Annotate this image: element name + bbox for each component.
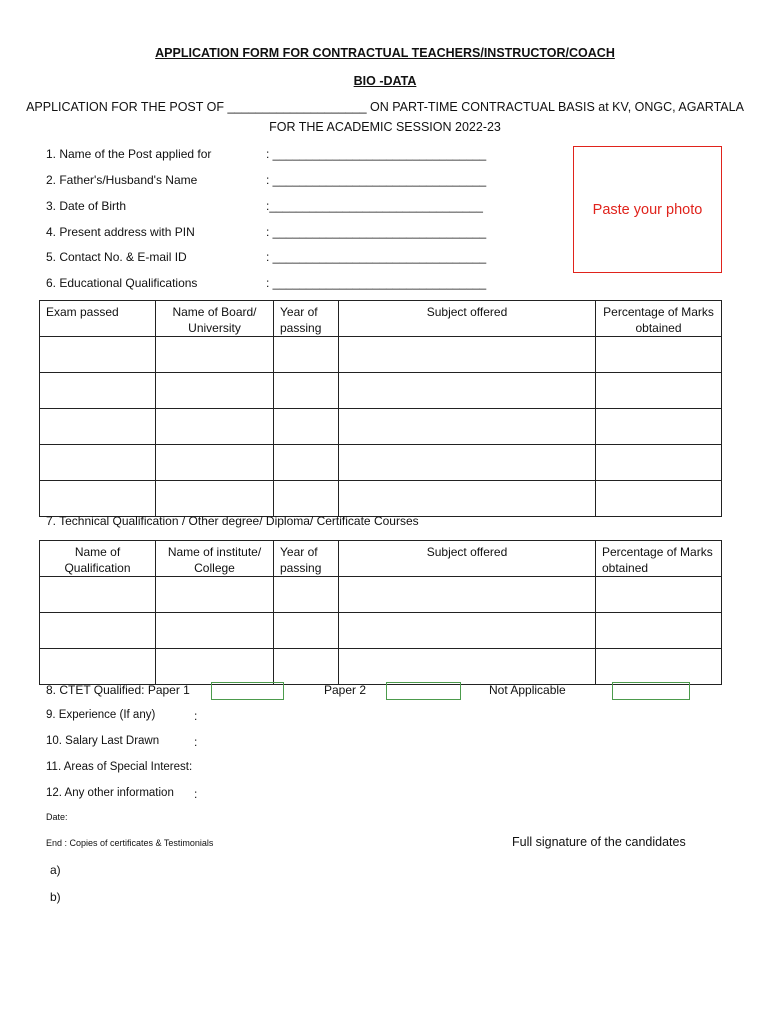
field-address-value[interactable]: : ________________________________ <box>266 225 487 239</box>
enclosure-item-a: a) <box>50 863 61 877</box>
header-year: Year of passing <box>274 301 339 337</box>
ctet-paper2-label: Paper 2 <box>324 683 367 697</box>
header-board: Name of Board/ University <box>156 301 274 337</box>
other-info-colon: : <box>194 787 198 801</box>
header-percentage: Percentage of Marks obtained <box>596 301 722 337</box>
technical-table <box>39 540 722 685</box>
post-line: APPLICATION FOR THE POST OF ____________________ ON PART-TIME CONTRACTUAL BASIS at KV, ONGC, AGARTALA <box>26 100 744 114</box>
experience-label: 9. Experience (If any) <box>46 709 156 721</box>
field-father-label: 2. Father's/Husband's Name <box>46 173 198 187</box>
table-row[interactable] <box>40 481 722 517</box>
field-education-label: 6. Educational Qualifications <box>46 276 198 290</box>
header-percentage: Percentage of Marks obtained <box>596 541 722 577</box>
field-post-value[interactable]: : ________________________________ <box>266 147 487 161</box>
education-table <box>39 300 722 517</box>
salary-label: 10. Salary Last Drawn <box>46 735 160 747</box>
header-qualification: Name of Qualification <box>40 541 156 577</box>
table-row[interactable] <box>40 409 722 445</box>
table-header-row <box>40 301 722 337</box>
table-row[interactable] <box>40 445 722 481</box>
ctet-label: 8. CTET Qualified: Paper 1 <box>46 683 190 697</box>
signature-label: Full signature of the candidates <box>512 835 686 849</box>
enclosure-item-b: b) <box>50 890 61 904</box>
ctet-na-box[interactable] <box>612 682 690 700</box>
table-row[interactable] <box>40 373 722 409</box>
header-exam-passed: Exam passed <box>40 301 156 337</box>
form-title: APPLICATION FORM FOR CONTRACTUAL TEACHERS/INSTRUCTOR/COACH <box>155 46 615 60</box>
table-header-row <box>40 541 722 577</box>
header-subject: Subject offered <box>339 541 596 577</box>
ctet-na-label: Not Applicable <box>489 683 566 697</box>
photo-box[interactable] <box>573 146 722 273</box>
field-dob-label: 3. Date of Birth <box>46 199 127 213</box>
field-contact-label: 5. Contact No. & E-mail ID <box>46 250 187 264</box>
header-year: Year of passing <box>274 541 339 577</box>
header-subject: Subject offered <box>339 301 596 337</box>
salary-colon: : <box>194 735 198 749</box>
form-subtitle: BIO -DATA <box>353 74 417 88</box>
ctet-paper2-box[interactable] <box>386 682 461 700</box>
table-row[interactable] <box>40 337 722 373</box>
date-label: Date: <box>46 812 68 822</box>
field-post-label: 1. Name of the Post applied for <box>46 147 212 161</box>
tech-heading: 7. Technical Qualification / Other degree/ Diploma/ Certificate Courses <box>46 514 419 528</box>
field-address-label: 4. Present address with PIN <box>46 225 195 239</box>
session-line: FOR THE ACADEMIC SESSION 2022-23 <box>269 120 501 134</box>
enclosure-label: End : Copies of certificates & Testimonials <box>46 838 214 848</box>
ctet-paper1-box[interactable] <box>211 682 284 700</box>
photo-label: Paste your photo <box>592 201 703 218</box>
table-row[interactable] <box>40 613 722 649</box>
header-institute: Name of institute/ College <box>156 541 274 577</box>
field-father-value[interactable]: : ________________________________ <box>266 173 487 187</box>
field-contact-value[interactable]: : ________________________________ <box>266 250 487 264</box>
experience-colon: : <box>194 709 198 723</box>
field-dob-value[interactable]: :________________________________ <box>266 199 483 213</box>
field-education-value[interactable]: : ________________________________ <box>266 276 487 290</box>
special-interest-label: 11. Areas of Special Interest: <box>46 761 193 773</box>
table-row[interactable] <box>40 649 722 685</box>
other-info-label: 12. Any other information <box>46 787 174 799</box>
table-row[interactable] <box>40 577 722 613</box>
